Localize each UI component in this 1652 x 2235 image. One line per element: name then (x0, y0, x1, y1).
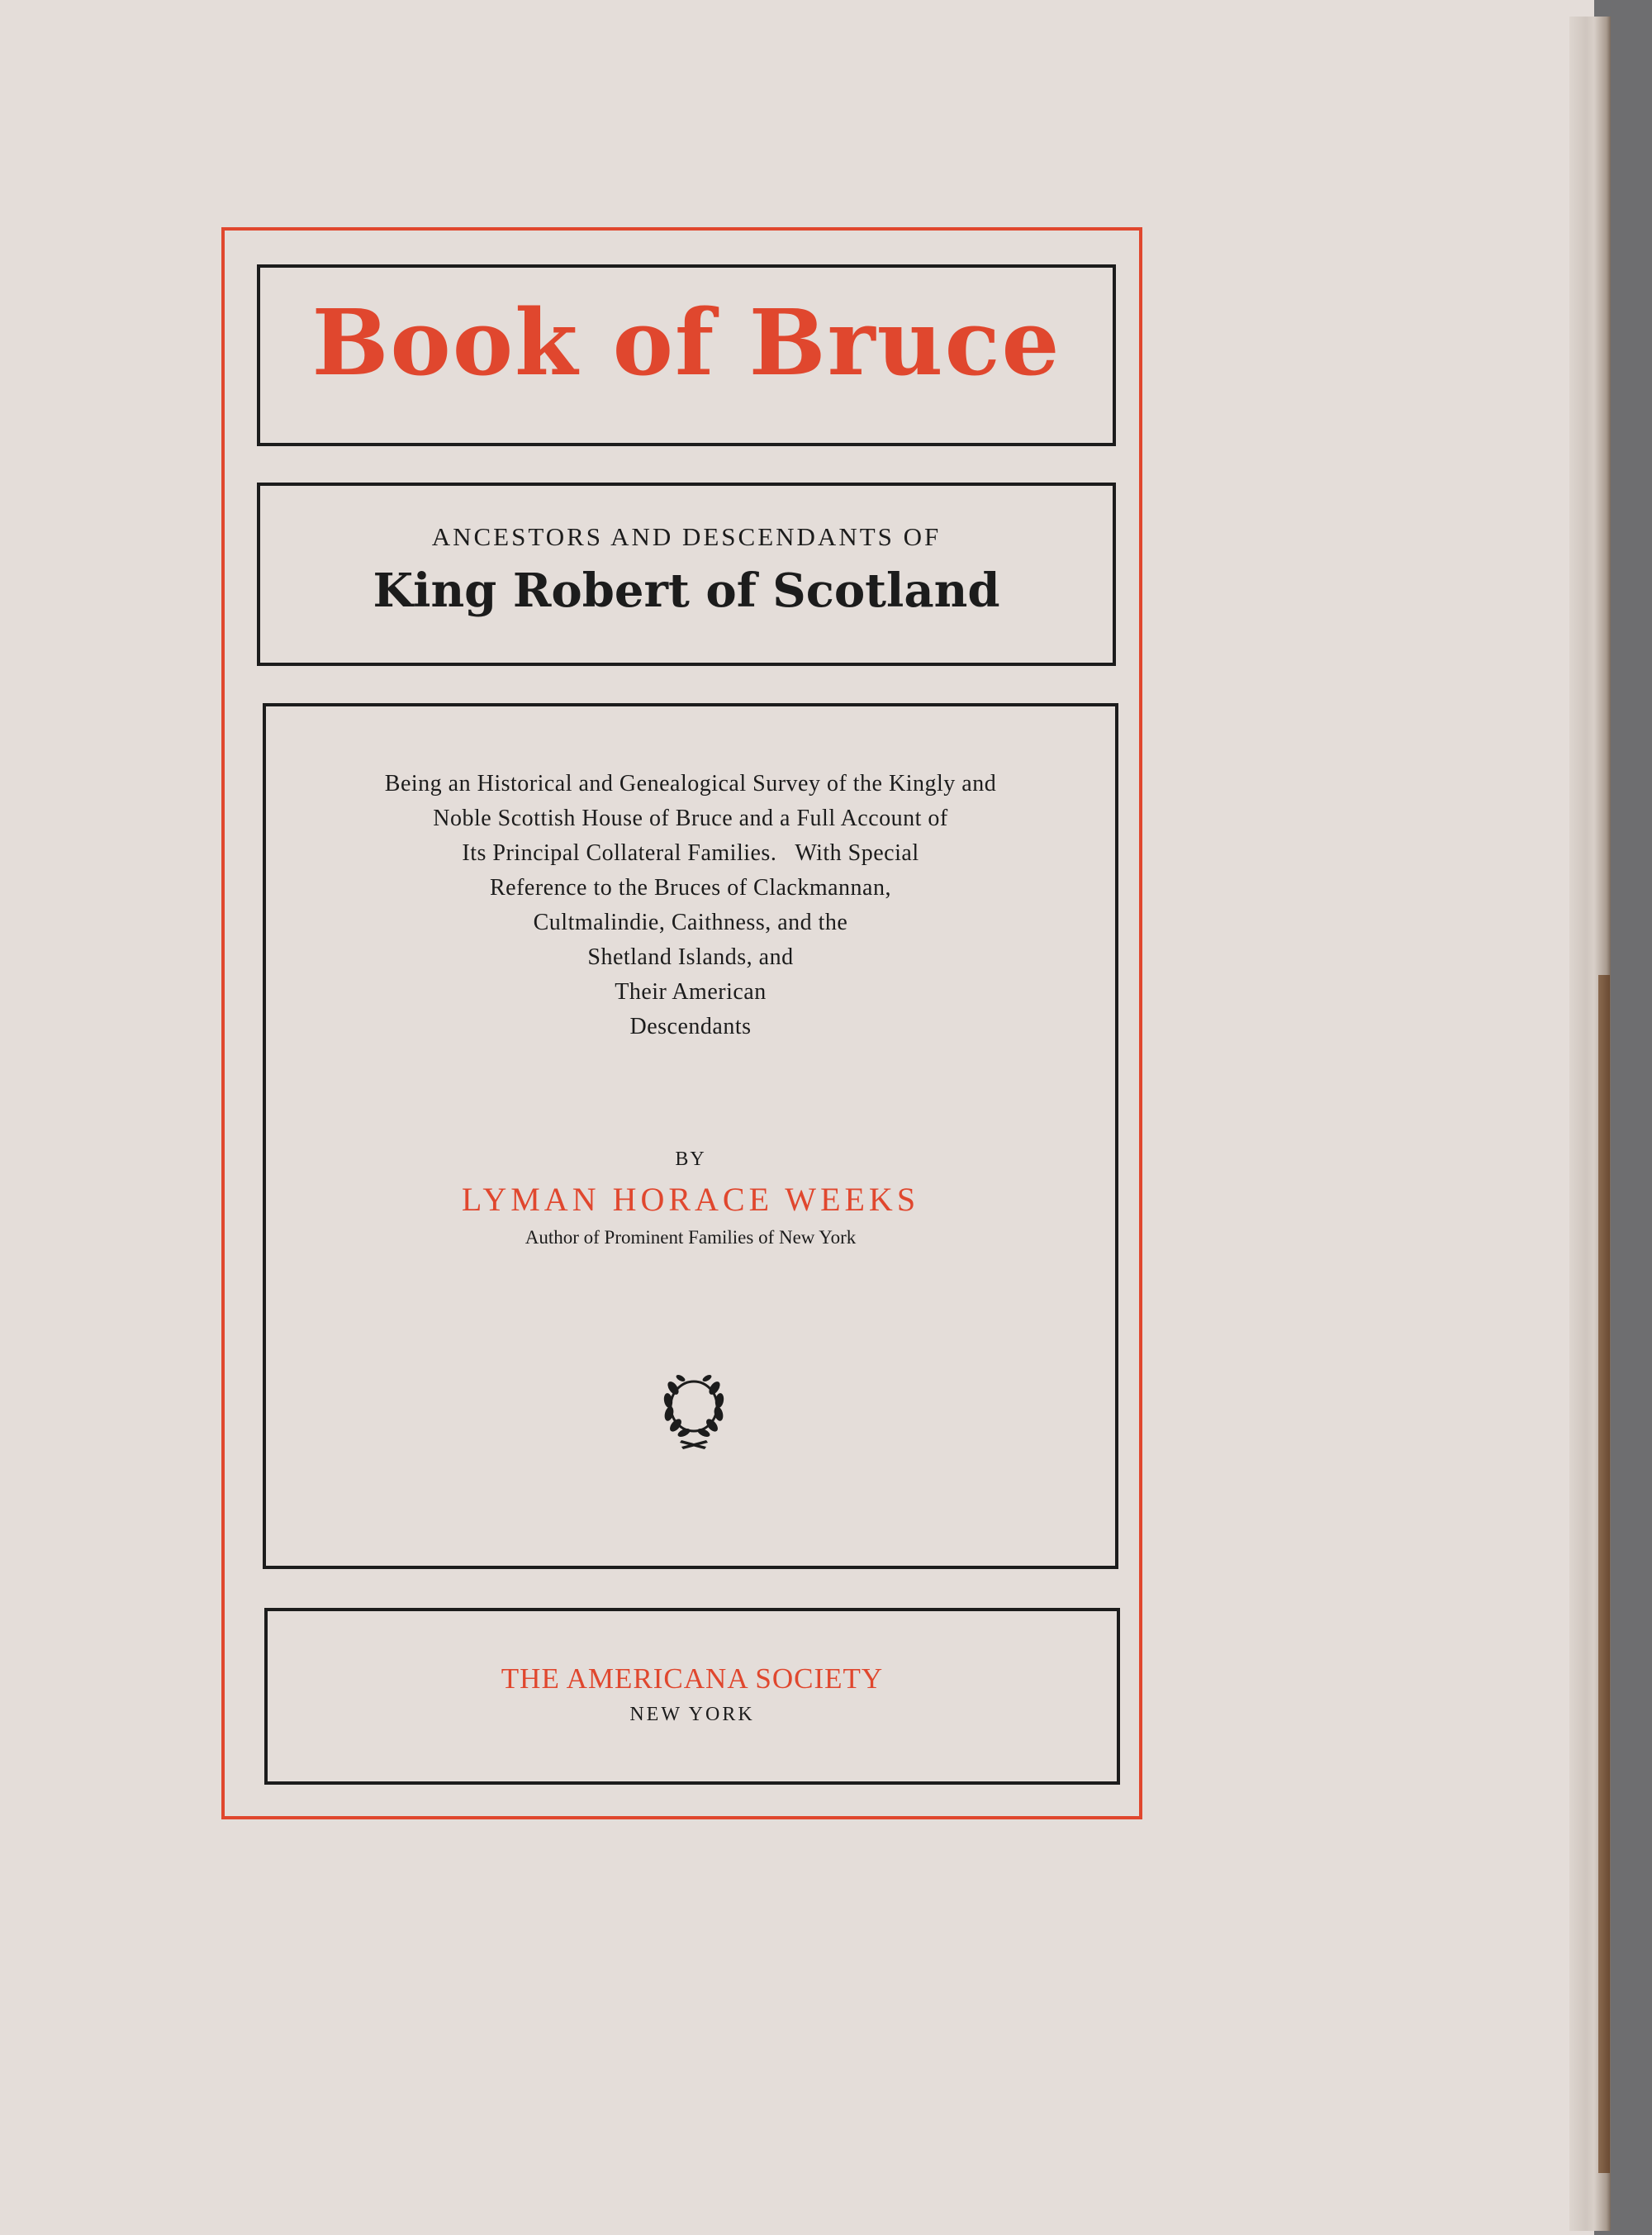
description-line: Noble Scottish House of Bruce and a Full Account of (433, 806, 948, 831)
publisher-name: THE AMERICANA SOCIETY (501, 1662, 884, 1695)
author-credit: Author of Prominent Families of New York (525, 1227, 857, 1248)
description-line: Descendants (629, 1014, 752, 1039)
description-line: Being an Historical and Genealogical Survey of the Kingly and (384, 771, 997, 797)
subtitle-king: King Robert of Scotland (373, 564, 1000, 618)
description-line: Reference to the Bruces of Clackmannan, (490, 875, 891, 901)
description-line: Shetland Islands, and (587, 944, 794, 970)
by-label: BY (675, 1148, 706, 1170)
book-title: Book of Bruce (311, 289, 1061, 396)
description-text (263, 767, 1118, 1044)
author-name: LYMAN HORACE WEEKS (461, 1181, 920, 1218)
subtitle-ancestors: ANCESTORS AND DESCENDANTS OF (431, 522, 942, 551)
publisher-city: NEW YORK (629, 1704, 755, 1725)
description-line: Their American (615, 979, 767, 1005)
laurel-wreath-icon (657, 1367, 731, 1450)
description-line: Its Principal Collateral Families. With Special (462, 840, 919, 866)
binding-edge (1598, 975, 1610, 2173)
description-line: Cultmalindie, Caithness, and the (533, 910, 848, 935)
publisher-box (264, 1608, 1120, 1785)
